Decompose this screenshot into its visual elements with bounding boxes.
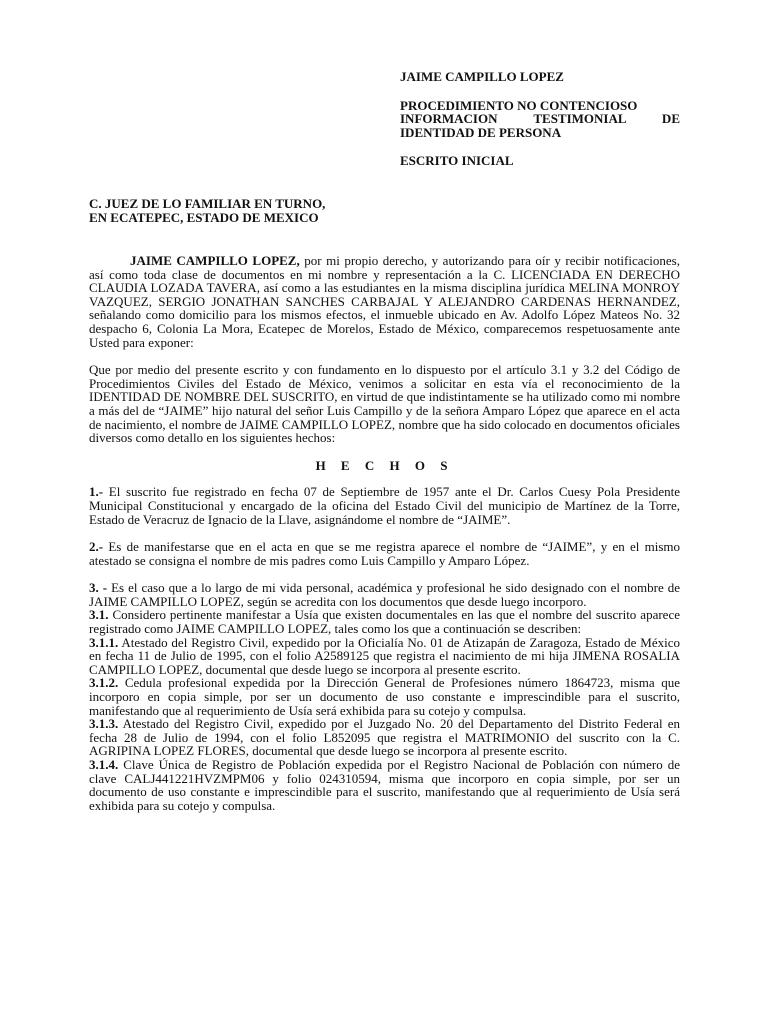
fact-paragraph: [89, 758, 680, 812]
document-header: [400, 70, 680, 168]
fact-number: 3.1.2.: [89, 675, 119, 691]
fact-paragraph: [89, 485, 680, 526]
fact-paragraph: [89, 636, 680, 677]
procedure-title-line-1: PROCEDIMIENTO NO CONTENCIOSO: [400, 97, 638, 113]
intro-name: JAIME CAMPILLO LOPEZ,: [130, 253, 300, 268]
fact-text: Atestado del Registro Civil, expedido por el Juzgado No. 20 del Departamento del Distrito Federal en fecha 28 de Julio de 1994, con el folio L852095 que registra el MATRIMONIO del suscrito con la C. AGRIPINA LOPEZ FLORES, documental que desde luego se incorpora al presente escrito.: [89, 716, 680, 759]
fact-paragraph: [89, 717, 680, 758]
fact-text: Atestado del Registro Civil, expedido por la Oficialía No. 01 de Atizapán de Zaragoza, Estado de México en fecha 11 de Julio de 1995, con el folio A2589125 que registra el nacimiento de mi hija JIMENA ROSALIA CAMPILLO LOPEZ, documental que desde luego se incorpora al presente escrito.: [89, 634, 680, 677]
procedure-title: [400, 99, 680, 140]
addressee-line-1: C. JUEZ DE LO FAMILIAR EN TURNO,: [89, 196, 326, 211]
petitioner-name: JAIME CAMPILLO LOPEZ: [400, 69, 564, 84]
fact-number: 3. -: [89, 580, 108, 596]
fact-paragraph: [89, 540, 680, 567]
fact-number: 3.1.3.: [89, 716, 119, 732]
addressee-block: [89, 197, 389, 224]
fact-number: 3.1.: [89, 607, 109, 623]
petition-paragraph: Que por medio del presente escrito y con fundamento en lo dispuesto por el artículo 3.1 y 3.2 del Código de Procedimientos Civiles del Estado de México, venimos a solicitar en esta vía el reconocimiento de la IDENTIDAD DE NOMBRE DEL SUSCRITO, en virtud de que indistintamente se ha utilizado como mi nombre a más del de “JAIME” hijo natural del señor Luis Campillo y de la señora Amparo López que aparece en el acta de nacimiento, el nombre de JAIME CAMPILLO LOPEZ, nombre que ha sido colocado en documentos oficiales diversos como detallo en los siguientes hechos:: [89, 362, 680, 446]
fact-text: Considero pertinente manifestar a Usía que existen documentales en las que el nombre del suscrito aparece registrado como JAIME CAMPILLO LOPEZ, tales como los que a continuación se describen:: [89, 607, 680, 637]
fact-text: El suscrito fue registrado en fecha 07 de Septiembre de 1957 ante el Dr. Carlos Cuesy Pola Presidente Municipal Constitucional y encargado de la oficina del Estado Civil del municipio de Martínez de la Torre, Estado de Veracruz de Ignacio de la Llave, asignándome el nombre de “JAIME”.: [89, 484, 680, 527]
procedure-title-line-3: IDENTIDAD DE PERSONA: [400, 124, 562, 140]
procedure-title-line-2: INFORMACION TESTIMONIAL DE: [400, 111, 680, 127]
fact-paragraph: [89, 581, 680, 608]
fact-text: Cedula profesional expedida por la Dirección General de Profesiones número 1864723, misma que incorporo en copia simple, por ser un documento de uso constante e imprescindible para el suscrito, manifestando que al requerimiento de Usía será exhibida para su cotejo y compulsa.: [89, 675, 680, 718]
addressee-line-2: EN ECATEPEC, ESTADO DE MEXICO: [89, 209, 319, 225]
facts-title: H E C H O S: [315, 457, 454, 473]
intro-paragraph: [89, 254, 680, 349]
fact-paragraph: [89, 608, 680, 635]
fact-text: Clave Única de Registro de Población expedida por el Registro Nacional de Población con número de clave CALJ441221HVZMPM06 y folio 024310594, misma que incorporo en copia simple, por ser un documento de uso constante e imprescindible para el suscrito, manifestando que al requerimiento de Usía será exhibida para su cotejo y compulsa.: [89, 757, 680, 813]
document-type: ESCRITO INICIAL: [400, 153, 514, 169]
fact-number: 3.1.4.: [89, 757, 119, 772]
fact-number: 2.-: [89, 539, 104, 555]
fact-text: Es el caso que a lo largo de mi vida personal, académica y profesional he sido designado con el nombre de JAIME CAMPILLO LOPEZ, según se acredita con los documentos que desde luego incorporo.: [89, 580, 680, 609]
fact-number: 3.1.1.: [89, 634, 119, 650]
fact-number: 1.-: [89, 484, 104, 500]
intro-text: por mi propio derecho, y autorizando para oír y recibir notificaciones, así como toda clase de documentos en mi nombre y representación a la C. LICENCIADA EN DERECHO CLAUDIA LOZADA TAVERA, así como a las estudiantes en la misma disciplina jurídica MELINA MONROY VAZQUEZ, SERGIO JONATHAN SANCHES CARBAJAL Y ALEJANDRO CARDENAS HERNANDEZ, señalando como domicilio para los mismos efectos, el inmueble ubicado en Av. Adolfo López Mateos No. 32 despacho 6, Colonia La Mora, Ecatepec de Morelos, Estado de México, comparecemos respetuosamente ante Usted para exponer:: [89, 253, 680, 350]
document-body: [89, 254, 680, 812]
fact-text: Es de manifestarse que en el acta en que se me registra aparece el nombre de “JAIME”, y en el mismo atestado se consigna el nombre de mis padres como Luis Campillo y Amparo López.: [89, 539, 680, 568]
fact-paragraph: [89, 676, 680, 717]
